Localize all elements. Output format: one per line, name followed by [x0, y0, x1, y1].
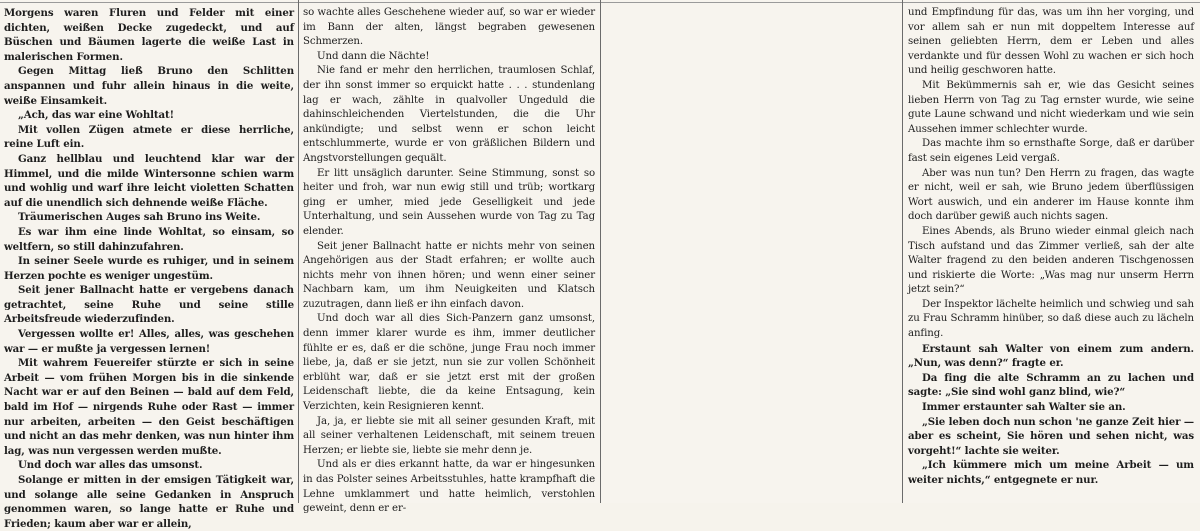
paragraph: Und als er dies erkannt hatte, da war er hingesunken in das Polster seines Arbeitsstuhles, hatte krampfhaft die Lehne umklammert und hatte heimlich, verstohlen geweint, denn er er- [303, 459, 595, 515]
paragraph: Vergessen wollte er! Alles, alles, was geschehen war — er mußte ja vergessen lernen! [4, 328, 294, 355]
paragraph: Aber was nun tun? Den Herrn zu fragen, das wagte er nicht, weil er sah, wie Bruno jedem überflüssigen Wort auswich, und ein anderer im Hause konnte ihm doch darüber gewiß auch nichts sagen. [908, 167, 1194, 223]
column-2 [303, 6, 595, 515]
paragraph: und Empfindung für das, was um ihn her vorging, und vor allem sah er nun mit doppeltem Interesse auf seinen geliebten Herrn, dem er Leben und alles verdankte und für dessen Wohl zu wachen er sich hoch und heilig geschworen hatte. [908, 7, 1194, 77]
paragraph: Solange er mitten in der emsigen Tätigkeit war, und solange alle seine Gedanken in Anspruch genommen waren, so lange hatte er Ruhe und Frieden; kaum aber war er allein, [4, 474, 294, 530]
paragraph: Morgens waren Fluren und Felder mit einer dichten, weißen Decke zugedeckt, und auf Büschen und Bäumen lagerte die weiße Last in malerischen Formen. [4, 7, 294, 63]
paragraph: so wachte alles Geschehene wieder auf, so war er wieder im Bann der alten, längst begraben gewesenen Schmerzen. [303, 7, 595, 48]
paragraph: Und doch war alles das umsonst. [18, 459, 203, 472]
paragraph: Nie fand er mehr den herrlichen, traumlosen Schlaf, der ihn sonst immer so erquickt hatte . . . stundenlang lag er wach, zählte in qualvoller Ungeduld die dahinschleichenden Viertelstunden, die die Uhr ankündigte; und selbst wenn er schon leicht entschlummerte, wurde er von gräßlichen Bildern und Angstvorstellungen gequält. [303, 65, 595, 164]
column-4 [908, 6, 1194, 502]
column-rule [298, 0, 299, 503]
column-1 [4, 6, 294, 530]
paragraph: Immer erstaunter sah Walter sie an. [922, 401, 1126, 414]
paragraph: In seiner Seele wurde es ruhiger, und in seinem Herzen pochte es weniger ungestüm. [4, 255, 294, 282]
paragraph: Es war ihm eine linde Wohltat, so einsam, so weltfern, so still dahinzufahren. [4, 225, 294, 253]
column-3 [606, 6, 896, 502]
paragraph: Erstaunt sah Walter von einem zum andern. „Nun, was denn?“ fragte er. [908, 342, 1194, 370]
paragraph: Ja, ja, er liebte sie mit all seiner gesunden Kraft, mit all seiner verhaltenen Leidenschaft, mit seinem treuen Herzen; er liebte sie, liebte sie mehr denn je. [303, 415, 595, 456]
paragraph: Seit jener Ballnacht hatte er vergebens danach getrachtet, seine Ruhe und seine stille Arbeitsfreude wiederzufinden. [4, 284, 294, 326]
paragraph: Mit vollen Zügen atmete er diese herrliche, reine Luft ein. [4, 123, 294, 151]
paragraph: Mit Bekümmernis sah er, wie das Gesicht seines lieben Herrn von Tag zu Tag ernster wurde, wie seine gute Laune schwand und nicht wiederkam und wie sein Aussehen immer schlechter wurde. [908, 79, 1194, 135]
column-rule [600, 0, 601, 503]
paragraph: Er litt unsäglich darunter. Seine Stimmung, sonst so heiter und froh, war nun ewig still und trüb; wortkarg ging er umher, mied jede Geselligkeit und jede Unterhaltung, und sein Aussehen wurde von Tag zu Tag elender. [303, 167, 595, 237]
paragraph: Da fing die alte Schramm an zu lachen und sagte: „Sie sind wohl ganz blind, wie?“ [908, 371, 1194, 399]
column-rule [902, 0, 903, 503]
paragraph: Träumerischen Auges sah Bruno ins Weite. [18, 211, 261, 224]
paragraph: „Ach, das war eine Wohltat! [18, 109, 175, 122]
paragraph: „Ich kümmere mich um meine Arbeit — um weiter nichts,“ entgegnete er nur. [908, 459, 1194, 486]
paragraph: Der Inspektor lächelte heimlich und schwieg und sah zu Frau Schramm hinüber, so daß diese auch zu lächeln anfing. [908, 298, 1194, 340]
paragraph: Eines Abends, als Bruno wieder einmal gleich nach Tisch aufstand und das Zimmer verließ, sah der alte Walter fragend zu den beiden anderen Tischgenossen und riskierte die Worte: „Was mag nur unserm Herrn jetzt sein?“ [908, 225, 1194, 296]
paragraph: „Sie leben doch nun schon 'ne ganze Zeit hier — aber es scheint, Sie hören und sehen nicht, was vorgeht!“ lachte sie weiter. [908, 415, 1194, 457]
paragraph: Und doch war all dies Sich-Panzern ganz umsonst, denn immer klarer wurde es ihm, immer deutlicher fühlte er es, daß er die schöne, junge Frau noch immer liebe, ja, daß er sie jetzt, nun sie zur vollen Schönheit erblüht war, daß er sie jetzt erst mit der großen Leidenschaft liebte, die da keine Entsagung, kein Verzichten, kein Resignieren kennt. [303, 313, 595, 413]
paragraph: Ganz hellblau und leuchtend klar war der Himmel, und die milde Wintersonne schien warm und wohlig und warf ihre leicht violetten Schatten auf die unendlich sich dehnende weiße Fläche. [4, 152, 294, 209]
paragraph: Und dann die Nächte! [317, 50, 430, 62]
paragraph: Gegen Mittag ließ Bruno den Schlitten anspannen und fuhr allein hinaus in die weite, weiße Einsamkeit. [4, 65, 294, 107]
paragraph: Mit wahrem Feuereifer stürzte er sich in seine Arbeit — vom frühen Morgen bis in die sinkende Nacht war er auf den Beinen — bald auf dem Feld, bald im Hof — nirgends Ruhe oder Rast — immer nur arbeiten, arbeiten — den Geist beschäftigen und nicht an das mehr denken, was nun hinter ihm lag, was nun vergessen werden mußte. [4, 357, 294, 457]
paragraph: Das machte ihm so ernsthafte Sorge, daß er darüber fast sein eigenes Leid vergaß. [908, 138, 1194, 164]
paragraph: Seit jener Ballnacht hatte er nichts mehr von seinen Angehörigen aus der Stadt erfahren; er wollte auch nichts mehr von ihnen hören; und wenn einer seiner Nachbarn kam, um ihm Neuigkeiten und Klatsch zuzutragen, dann ließ er ihn einfach davon. [303, 240, 595, 310]
